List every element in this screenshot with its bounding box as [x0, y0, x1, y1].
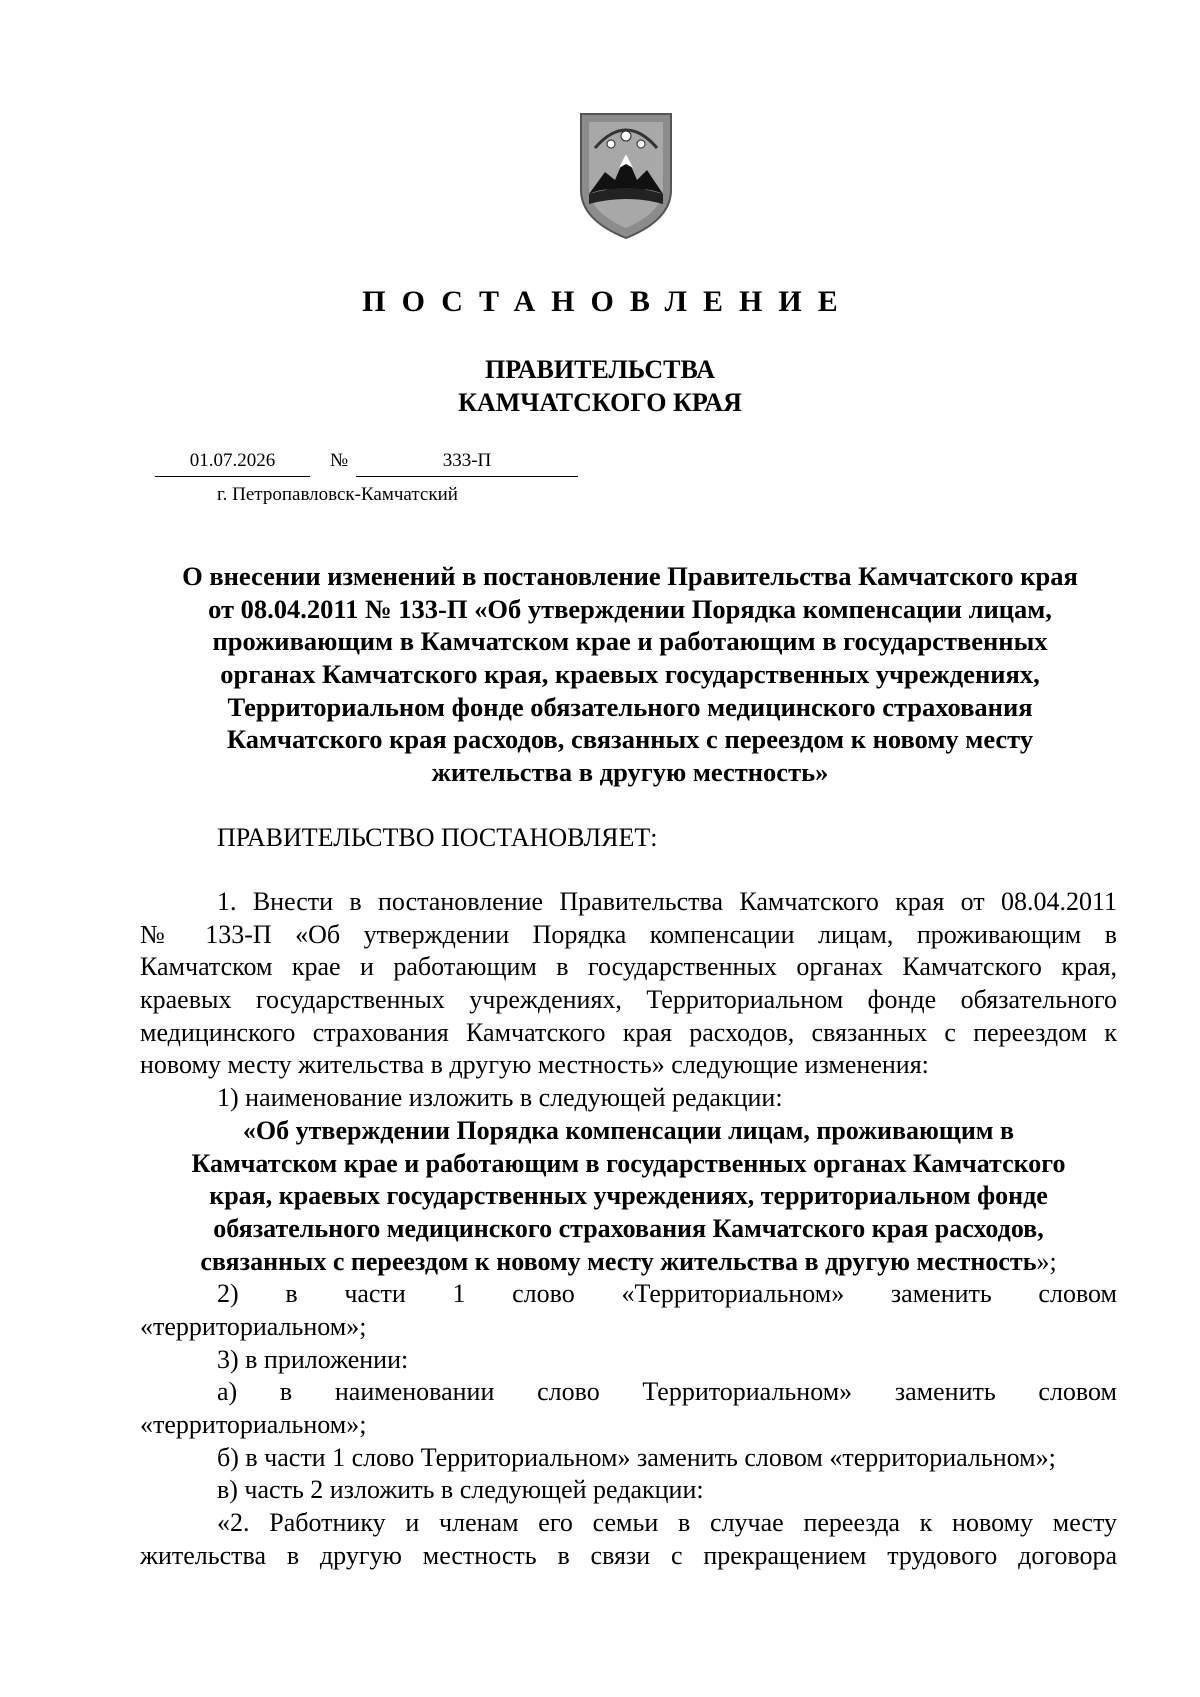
body-line: «территориальном»;: [140, 1410, 367, 1439]
body-line: «территориальном»;: [140, 1311, 367, 1341]
body-line: 1. Внести в постановление Правительства Камчатского края от 08.04.2011: [217, 887, 1117, 916]
title-line: жительства в другую местность»: [431, 757, 829, 788]
body-line: № 133-П «Об утверждении Порядка компенсации лицам, проживающим в: [140, 919, 1117, 949]
body-line: Камчатском крае и работающим в государственных органах Камчатского края,: [140, 952, 1117, 982]
coat-of-arms-icon: [575, 108, 677, 242]
body-line: жительства в другую местность в связи с прекращением трудового договора: [140, 1540, 1117, 1570]
body-line: 2) в части 1 слово «Территориальном» заменить словом: [217, 1279, 1117, 1309]
title-line: от 08.04.2011 № 133-П «Об утверждении Порядка компенсации лицам,: [208, 593, 1052, 624]
body-line: а) в наименовании слово Территориальном» заменить словом: [217, 1377, 1117, 1407]
document-title: [140, 560, 1120, 789]
number-sign: №: [330, 450, 349, 471]
title-line: Камчатского края расходов, связанных с переездом к новому месту: [226, 724, 1034, 755]
issuer-line-2: КАМЧАТСКОГО КРАЯ: [458, 388, 742, 417]
body-line-bold: [140, 1246, 1117, 1279]
body-line-bold: «Об утверждении Порядка компенсации лицам, проживающим в: [242, 1115, 1015, 1145]
document-type: ПОСТАНОВЛЕНИЕ: [362, 285, 854, 318]
body-line: «2. Работнику и членам его семьи в случае переезда к новому месту: [217, 1508, 1117, 1538]
body-line: б) в части 1 слово Территориальном» заменить словом «территориальном»;: [217, 1442, 1056, 1472]
title-line: проживающим в Камчатском крае и работающим в государственных: [212, 626, 1048, 657]
bold-text: связанных с переездом к новому месту жительства в другую местность: [200, 1246, 1037, 1276]
body-line-bold: края, краевых государственных учреждениях, территориальном фонде: [209, 1181, 1048, 1211]
document-date: 01.07.2026: [155, 450, 310, 477]
issuer-line-1: ПРАВИТЕЛЬСТВА: [485, 355, 715, 384]
decree-phrase: ПРАВИТЕЛЬСТВО ПОСТАНОВЛЯЕТ:: [217, 823, 658, 852]
body-line-bold: Камчатском крае и работающим в государственных органах Камчатского: [191, 1148, 1066, 1178]
document-body: [140, 886, 1117, 1572]
place-of-issue: г. Петропавловск-Камчатский: [217, 484, 458, 505]
title-line: органах Камчатского края, краевых государственных учреждениях,: [220, 659, 1040, 690]
body-line: медицинского страхования Камчатского края расходов, связанных с переездом к: [140, 1017, 1117, 1047]
body-line: в) часть 2 изложить в следующей редакции:: [217, 1475, 704, 1505]
body-line: 3) в приложении:: [217, 1344, 409, 1374]
title-line: О внесении изменений в постановление Правительства Камчатского края: [182, 561, 1078, 591]
body-line: краевых государственных учреждениях, Территориальном фонде обязательного: [140, 985, 1117, 1015]
body-line: новому месту жительства в другую местность» следующие изменения:: [140, 1050, 929, 1080]
body-line: 1) наименование изложить в следующей редакции:: [217, 1083, 783, 1113]
body-line-bold: обязательного медицинского страхования Камчатского края расходов,: [213, 1213, 1044, 1243]
document-number: 333-П: [356, 450, 578, 477]
title-line: Территориальном фонде обязательного медицинского страхования: [227, 691, 1033, 722]
closing-quote: »;: [1036, 1246, 1057, 1276]
